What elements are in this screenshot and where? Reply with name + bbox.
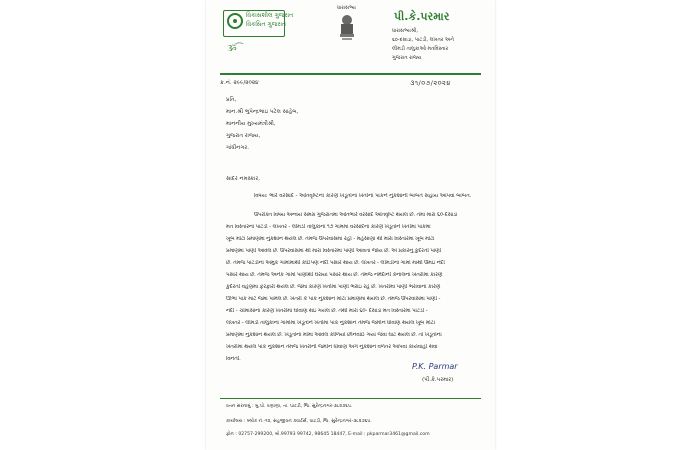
- body-line-11: પ્રમાણમાં નુકશાન થયેલ છે. ખેડૂતોના મોંમા આવેલ કોળિયો છીનવાઈ ગયા જેવા ઘાટ થયેલ છે. તો ખેડૂતોના: [226, 332, 442, 338]
- body-line-10: લખતર - લીમડી તાલુકાના ગામોમાં ખેડૂતોને ખેતીમાં પાક નુકશાન તેમજ જમીન ધોવાણ થયેલ ખૂબ મોટા: [226, 320, 435, 326]
- body-line-13: વિનંતી.: [226, 356, 241, 362]
- mla-name: પી.કે.પરમાર: [394, 10, 450, 23]
- body-line-1: ઉપરોક્ત વિષય અન્વયે સમગ્ર ગુજરાતમાં અતિભારે વરસાદ અતિવૃષ્ટિ થયેલ છે. તેમાં મારા ૬૦-દસાડા: [254, 212, 458, 218]
- body-line-2: મત વિસ્તારના પાટડી - લખતર - લીમડી તાલુકાના ૧૭ ગામમાં વરસાદના કારણે ખેડૂતોને ખેતીમાં પાકમાં: [226, 224, 431, 230]
- mla-designation: ધારાસભ્યશ્રી,: [392, 28, 418, 34]
- to-line-4: ગુજરાત રાજ્ય,: [226, 133, 261, 139]
- body-line-9: નદી - ચોમાસાના કારણે ખેતરોમાં ઘોવાણ થઇ ગયેલ છે. તેથી મારા ૬૦- દસાડા મત વિસ્તારમાં પાટડી -: [226, 308, 428, 314]
- state-line: ગુજરાત રાજ્ય: [392, 55, 422, 61]
- footer-divider: [220, 398, 481, 399]
- signatory-name: (પી.કે.પરમાર): [422, 377, 454, 383]
- letter-page: [206, 0, 495, 450]
- subject-line: વિષય: ભારે વરસાદ - અતિવૃષ્ટિના કારણે ખેડૂતોના ખેતીના પાકને નુકશાની બાબતે સહાય આપવા બાબત.: [254, 193, 472, 199]
- letter-date: ૩૧/૦૭/૨૦૨૪: [410, 79, 451, 87]
- constituency-line: ૬૦-દસાડા, પાટડી, લખતર અને: [392, 37, 454, 43]
- body-line-12: ખેતરોમાં થયેલ પાક નુકશાન તેમજ ખેતરોની જમીન ધોવાણ અંગે નુકશાન વળતર આપવા કાર્યવાહી થવા: [226, 344, 438, 350]
- secondary-logo: ૐ⁀: [227, 44, 242, 54]
- logo-text-2: વિકસિત ગુજરાત: [246, 21, 287, 28]
- body-line-6: પસાર થાય છે. તેમજ અનેક ગામો પાણીથી ઘેરાયા પસાર થાય છે. તેમજ નર્મદાની કેનાલના ખેતરોમાં કારણે: [226, 272, 443, 278]
- body-line-4: પ્રમાણમાં પાણી આવેલ છે. ઉપરવાસમાં થી મારા વિસ્તારમાં પાણી આવતા જાય છે. એ પ્રકારનું કુદરતી પાણી: [226, 248, 442, 254]
- signature: P.K. Parmar: [412, 362, 458, 371]
- footer-native-address: વતન સરનામું : મુ.પો. વણાણા, તા. પાટડી, જિ. સુરેન્દ્રનગર-૩૮૨૭૬૫.: [226, 404, 353, 409]
- to-line-3: માનનીય મુખ્યમંત્રીશ્રી,: [226, 121, 276, 127]
- taluka-line: લીમડી તાલુકાઓ મતવિસ્તાર: [392, 46, 449, 52]
- header-divider: [220, 73, 481, 75]
- salutation: સાદર નમસ્કાર,: [226, 176, 260, 182]
- national-emblem-icon: [338, 14, 356, 44]
- footer-contact: ફોન : 02757-299200, મો.99793 99742, 98645 18447, E-mail : pkparmar3461@gmail.com: [226, 432, 430, 437]
- to-line-2: માન.શ્રી ભુપેન્દ્રભાઇ પટેલ સાહેબ,: [226, 109, 299, 115]
- body-line-7: કુદરતી વહેણમાં ફેરફારો થયેલ છે. જેમાં કારણે ખેતીમાં પાણી ભરાઇ રહે છે. ખેતરોમાં પાણી ભરાવાના કારણે: [226, 284, 441, 290]
- logo-text-1: વિકાસશીલ ગુજરાત: [246, 12, 294, 19]
- logo-emblem-icon: [227, 13, 243, 29]
- body-line-8: ઊભા પાક માટે જમા પામેલ છે. ખેતરો કે પાક નુકશાન મોટા પ્રમાણમાં થયેલ છે. તેમજ ઉપરવાસમાં પાણી -: [226, 296, 441, 302]
- reference-number: ક્ર.નં. ૨૯૯/૨૦૨૪: [220, 80, 259, 86]
- body-line-5: છે. તેમજ પાટડીના અમુક ગામોમાંથી કોઈપણ નદી પસાર થાય છે. લખતર - લીમડીના ગામો માંથી ઉમઇ નદી: [226, 260, 445, 266]
- body-line-3: ખૂબ મોટા પ્રમાણમાં નુકશાન થયેલ છે. તેમજ ઉપરવાસમાં રહી - મહેસાણા થી મારા વિસ્તારમાં ખૂબ મોટા: [226, 236, 435, 242]
- emblem-caption: ધારાસભ્ય: [337, 5, 356, 11]
- to-line-5: ગાંધીનગર.: [226, 145, 249, 151]
- footer-office-address: કાર્યાલય : બ્લોક નં.-૧૨, સહજીવન ક્વાર્ટર્સ, પાટડી, જિ. સુરેન્દ્રનગર-૩૮૨૭૬૫.: [226, 419, 372, 424]
- to-line-1: પ્રતિ,: [226, 97, 237, 103]
